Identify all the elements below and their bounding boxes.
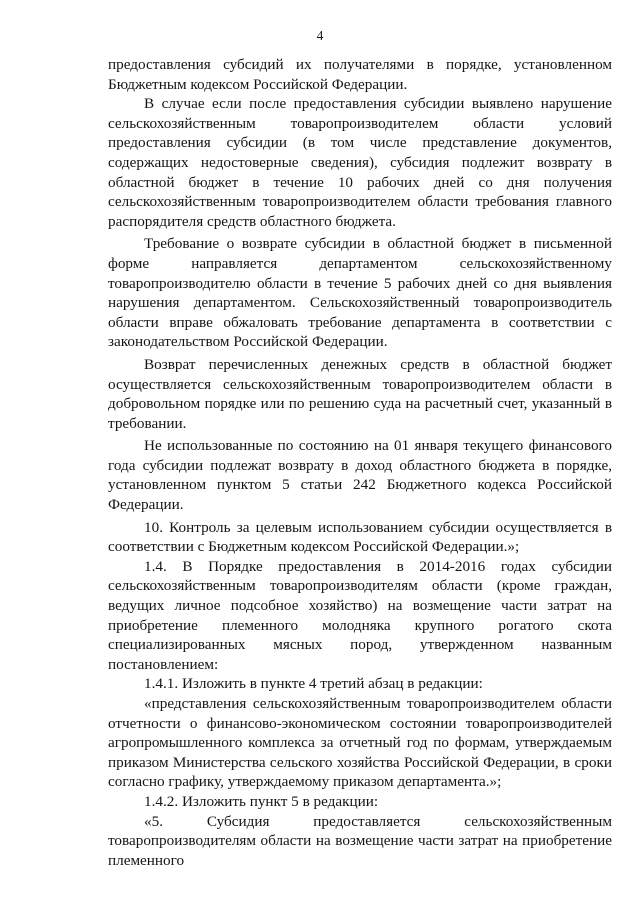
paragraph-item-1-4-2: 1.4.2. Изложить пункт 5 в редакции: [144, 792, 379, 810]
paragraph-item-1-4-1: 1.4.1. Изложить в пункте 4 третий абзац в редакции: [144, 675, 483, 693]
paragraph-unused-subsidies: Не использованные по состоянию на 01 января текущего финансового года субсидии подлежат возврату в доход областного бюджета в порядке, установленном пунктом 5 статьи 242 Бюджетного кодекса Российской Федерации. [108, 437, 612, 514]
paragraph-item-1-4: 1.4. В Порядке предоставления в 2014-2016 годах субсидии сельскохозяйственным товаропроизводителям области (кроме граждан, ведущих личное подсобное хозяйство) на возмещение части затрат на приобретение племенного молодняка крупного рогатого скота специализированных мясных пород, утвержденном названным постановлением: [108, 557, 612, 673]
paragraph-quoted-item-5: «5. Субсидия предоставляется сельскохозяйственным товаропроизводителям области на возмещение части затрат на приобретение племенного [108, 812, 612, 869]
paragraph-control: 10. Контроль за целевым использованием субсидии осуществляется в соответствии с Бюджетным кодексом Российской Федерации.»; [108, 518, 612, 556]
paragraph-violation-return: В случае если после предоставления субсидии выявлено нарушение сельскохозяйственным товаропроизводителем области условий предоставления субсидии (в том числе представление документов, содержащих недостоверные сведения), субсидия подлежит возврату в областной бюджет в течение 10 рабочих дней со дня получения сельскохозяйственным товаропроизводителем области требования главного распорядителя средств областного бюджета. [108, 95, 612, 230]
paragraph-continuation: предоставления субсидий их получателями в порядке, установленном Бюджетным кодексом Российской Федерации. [108, 56, 612, 93]
page-number: 4 [316, 28, 324, 43]
paragraph-refund-procedure: Возврат перечисленных денежных средств в областной бюджет осуществляется сельскохозяйственным товаропроизводителем области в добровольном порядке или по решению суда на расчетный счет, указанный в требовании. [108, 355, 612, 432]
paragraph-return-requirement: Требование о возврате субсидии в областной бюджет в письменной форме направляется департаментом сельскохозяйственному товаропроизводителю области в течение 5 рабочих дней со дня выявления нарушения департаментом. Сельскохозяйственный товаропроизводитель области вправе обжаловать требование департамента в соответствии с законодательством Российской Федерации. [108, 235, 612, 351]
document-body [108, 55, 612, 870]
paragraph-quoted-reporting: «представления сельскохозяйственным товаропроизводителем области отчетности о финансово-экономическом состоянии товаропроизводителей агропромышленного комплекса за отчетный год по формам, утверждаемым приказом Министерства сельского хозяйства Российской Федерации, в сроки согласно графику, утверждаемому приказом департамента.»; [108, 695, 612, 791]
